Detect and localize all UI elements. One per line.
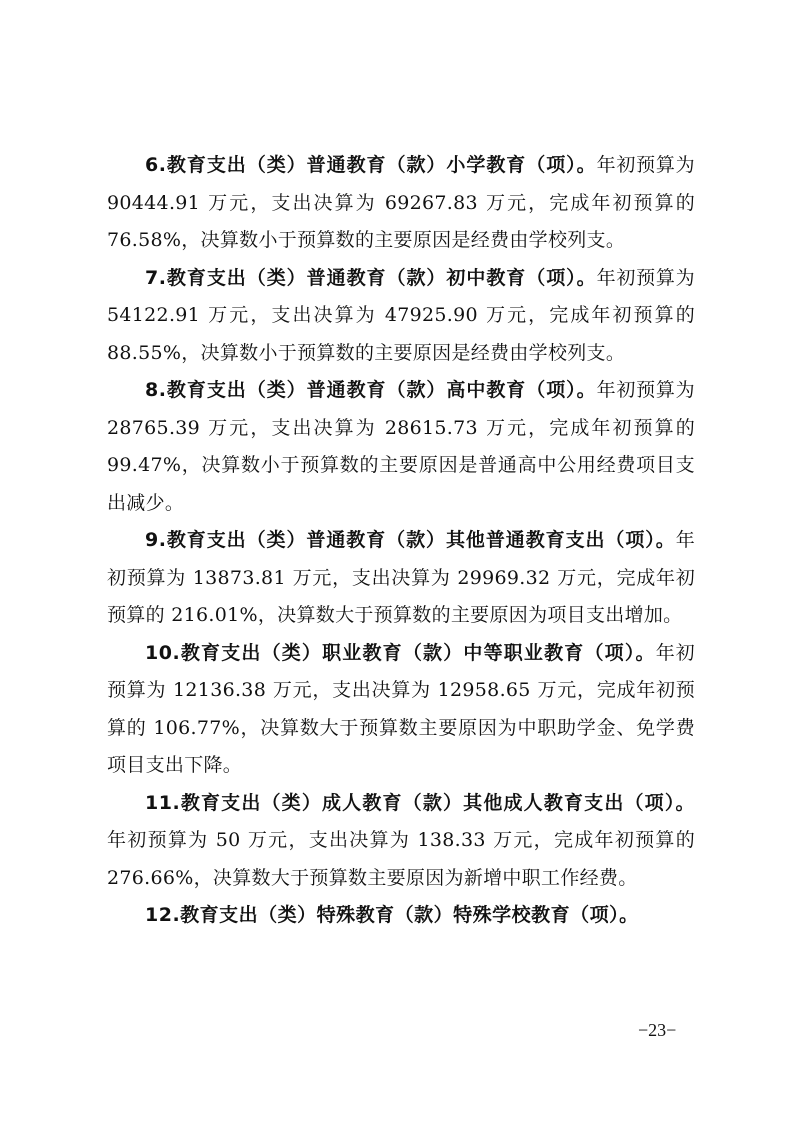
paragraph-text: 年初预算为 28765.39 万元，支出决算为 28615.73 万元，完成年初预算的 99.47%，决算数小于预算数的主要原因是普通高中公用经费项目支出减少。 [107,379,695,514]
paragraph-item-12 [107,897,695,935]
document-body [107,147,695,935]
paragraph-item-7 [107,260,695,373]
paragraph-heading: 11.教育支出（类）成人教育（款）其他成人教育支出（项）。 [145,791,695,814]
paragraph-heading: 10.教育支出（类）职业教育（款）中等职业教育（项）。 [145,641,656,664]
paragraph-heading: 8.教育支出（类）普通教育（款）高中教育（项）。 [145,379,597,401]
paragraph-item-10 [107,635,695,785]
paragraph-heading: 7.教育支出（类）普通教育（款）初中教育（项）。 [145,266,597,289]
paragraph-heading: 12.教育支出（类）特殊教育（款）特殊学校教育（项）。 [145,904,639,926]
paragraph-heading: 9.教育支出（类）普通教育（款）其他普通教育支出（项）。 [145,529,676,551]
paragraph-text: 年初预算为 12136.38 万元，支出决算为 12958.65 万元，完成年初预算的 106.77%，决算数大于预算数主要原因为中职助学金、免学费项目支出下降。 [107,641,695,776]
paragraph-item-9 [107,522,695,635]
page-number: −23− [638,1020,677,1040]
paragraph-heading: 6.教育支出（类）普通教育（款）小学教育（项）。 [145,154,597,176]
paragraph-item-11 [107,785,695,898]
paragraph-item-8 [107,372,695,522]
paragraph-item-6 [107,147,695,260]
paragraph-text: 年初预算为 54122.91 万元，支出决算为 47925.90 万元，完成年初预算的 88.55%，决算数小于预算数的主要原因是经费由学校列支。 [107,266,695,364]
paragraph-text: 年初预算为 13873.81 万元，支出决算为 29969.32 万元，完成年初预算的 216.01%，决算数大于预算数的主要原因为项目支出增加。 [107,529,695,626]
paragraph-text: 年初预算为 90444.91 万元，支出决算为 69267.83 万元，完成年初预算的 76.58%，决算数小于预算数的主要原因是经费由学校列支。 [107,154,695,251]
paragraph-text: 年初预算为 50 万元，支出决算为 138.33 万元，完成年初预算的 276.66%，决算数大于预算数主要原因为新增中职工作经费。 [107,829,695,889]
